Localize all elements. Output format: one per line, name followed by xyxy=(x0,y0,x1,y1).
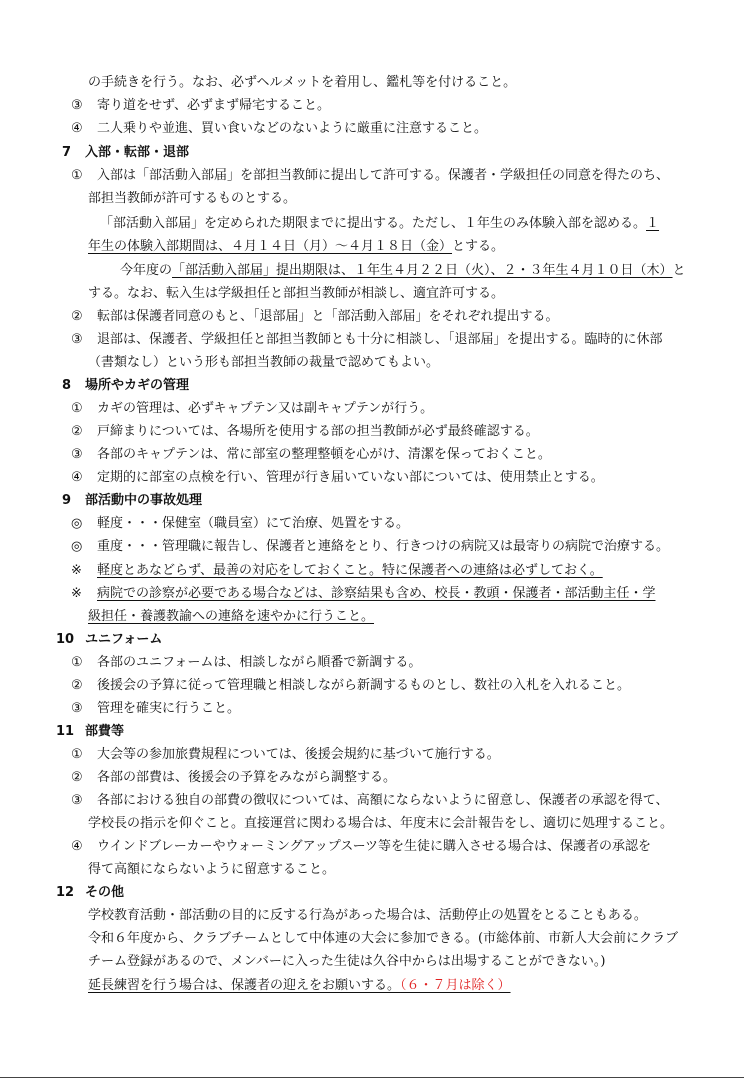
item-marker: ② xyxy=(71,309,83,324)
item-marker: ④ xyxy=(71,839,83,854)
item-marker: ② xyxy=(71,678,83,693)
item-marker: ③ xyxy=(71,332,83,347)
item-marker: ◎ xyxy=(71,516,83,531)
item-marker: ③ xyxy=(71,98,83,113)
item-text: ウインドブレーカーやウォーミングアップスーツ等を生徒に購入させる場合は、保護者の承認を xyxy=(97,839,652,854)
item-marker: ② xyxy=(71,424,83,439)
item-marker: ① xyxy=(71,401,83,416)
section-9-note-2-cont xyxy=(88,607,374,626)
item-text: 各部の部費は、後援会の予算をみながら調整する。 xyxy=(97,770,397,785)
section-12-line-4 xyxy=(88,976,511,995)
note-underlined xyxy=(71,586,655,601)
deadline-underlined: 「部活動入部届」提出期限は、１年生４月２２日（火）、２・３年生４月１０日（木） xyxy=(172,263,673,278)
para-a-plain: 「部活動入部届」を定められた期限までに提出する。ただし、１年生のみ体験入部を認める。 xyxy=(100,216,647,231)
section-title: 部活動中の事故処理 xyxy=(85,493,203,508)
section-number: 9 xyxy=(62,493,72,508)
section-8-heading xyxy=(62,376,189,395)
section-10-item-1 xyxy=(71,653,421,672)
note-marker: ※ xyxy=(71,563,82,578)
section-7-para-a xyxy=(100,214,659,233)
item-text: 転部は保護者同意のもと、「退部届」と「部活動入部届」をそれぞれ提出する。 xyxy=(97,309,559,324)
section-11-item-4 xyxy=(71,837,651,856)
section-title: その他 xyxy=(85,885,125,900)
page-bottom-rule xyxy=(0,1077,744,1078)
note-marker: ※ xyxy=(71,586,82,601)
section-8-item-4 xyxy=(71,468,604,487)
section-number: 7 xyxy=(62,145,72,160)
item-text: カギの管理は、必ずキャプテン又は副キャプテンが行う。 xyxy=(97,401,434,416)
note-underlined: 級担任・養護教諭への連絡を速やかに行うこと。 xyxy=(88,609,375,624)
extended-practice-text: 延長練習を行う場合は、保護者の迎えをお願いする。 xyxy=(88,978,401,993)
section-7-heading xyxy=(62,143,189,162)
item-marker: ③ xyxy=(71,793,83,808)
section-number: 11 xyxy=(56,724,75,739)
para-a-tail: とする。 xyxy=(452,239,505,254)
section-number: 12 xyxy=(56,885,75,900)
item-text: 入部は「部活動入部届」を部担当教師に提出して許可する。保護者・学級担任の同意を得たのち、 xyxy=(97,168,670,183)
section-title: ユニフォーム xyxy=(85,632,163,647)
para-a-underlined: １ xyxy=(646,216,660,231)
section-9-item-mild xyxy=(71,514,409,533)
para-b-tail: と xyxy=(672,263,686,278)
section-9-item-severe xyxy=(71,537,669,556)
para-b-plain: 今年度の xyxy=(120,263,173,278)
section-number: 8 xyxy=(62,378,72,393)
section-8-item-2 xyxy=(71,422,539,441)
item-text: 退部は、保護者、学級担任と部担当教師とも十分に相談し、「退部届」を提出する。臨時的に休部 xyxy=(97,332,663,347)
item-marker: ③ xyxy=(71,701,83,716)
section-title: 場所やカギの管理 xyxy=(85,378,190,393)
section-11-item-4-cont: 得て高額にならないように留意すること。 xyxy=(88,862,336,877)
section-10-item-3 xyxy=(71,699,240,718)
item-marker: ① xyxy=(71,655,83,670)
item-marker: ④ xyxy=(71,121,83,136)
section-12-line-1: 学校教育活動・部活動の目的に反する行為があった場合は、活動停止の処置をとることもある。 xyxy=(88,908,647,923)
section-12-heading xyxy=(56,883,124,902)
item-marker: ③ xyxy=(71,447,83,462)
item-text: 二人乗りや並進、買い食いなどのないように厳重に注意すること。 xyxy=(97,121,488,136)
intro-line1: の手続きを行う。なお、必ずヘルメットを着用し、鑑札等を付けること。 xyxy=(88,75,517,90)
item-text: 定期的に部室の点検を行い、管理が行き届いていない部については、使用禁止とする。 xyxy=(97,470,604,485)
section-8-item-1 xyxy=(71,399,433,418)
intro-item-3 xyxy=(71,96,330,115)
item-text: 管理を確実に行うこと。 xyxy=(97,701,241,716)
section-12-line-2: 令和６年度から、クラブチームとして中体連の大会に参加できる。(市総体前、市新人大会前にクラブ xyxy=(88,931,679,946)
item-text: 大会等の参加旅費規程については、後援会規約に基づいて施行する。 xyxy=(97,747,500,762)
section-11-item-3-cont: 学校長の指示を仰ぐこと。直接運営に関わる場合は、年度末に会計報告をし、適切に処理すること。 xyxy=(88,816,674,831)
section-11-item-2 xyxy=(71,768,396,787)
item-marker: ② xyxy=(71,770,83,785)
section-title: 部費等 xyxy=(85,724,125,739)
note-text: 軽度とあなどらず、最善の対応をしておくこと。特に保護者への連絡は必ずしておく。 xyxy=(97,563,603,578)
item-marker: ◎ xyxy=(71,539,83,554)
trial-period-underlined: 年生の体験入部期間は、４月１４日（月）～４月１８日（金） xyxy=(88,239,453,254)
section-7-para-a-cont xyxy=(88,237,504,256)
section-11-heading xyxy=(56,722,124,741)
item-text: 重度・・・管理職に報告し、保護者と連絡をとり、行きつけの病院又は最寄りの病院で治療する。 xyxy=(97,539,670,554)
section-7-item-1 xyxy=(71,166,669,185)
item-text: 後援会の予算に従って管理職と相談しながら新調するものとし、数社の入札を入れること。 xyxy=(97,678,631,693)
section-12-line-3: チーム登録があるので、メンバーに入った生徒は久谷中からは出場することができない。) xyxy=(88,954,606,969)
section-8-item-3 xyxy=(71,445,551,464)
item-text: 各部における独自の部費の徴収については、高額にならないように留意し、保護者の承認を得て、 xyxy=(97,793,669,808)
section-9-heading xyxy=(62,491,202,510)
section-7-item-2 xyxy=(71,307,559,326)
section-7-item-3-cont: （書類なし）という形も部担当教師の裁量で認めてもよい。 xyxy=(88,355,440,370)
section-title: 入部・転部・退部 xyxy=(85,145,190,160)
note-underlined xyxy=(71,563,603,578)
section-7-para-b-cont: する。なお、転入生は学級担任と部担当教師が相談し、適宜許可する。 xyxy=(88,286,505,301)
item-text: 寄り道をせず、必ずまず帰宅すること。 xyxy=(97,98,330,113)
section-7-item-3 xyxy=(71,330,663,349)
section-10-heading xyxy=(56,630,162,649)
section-7-para-b xyxy=(120,261,686,280)
item-text: 各部のキャプテンは、常に部室の整理整頓を心がけ、清潔を保っておくこと。 xyxy=(97,447,551,462)
item-text: 戸締まりについては、各場所を使用する部の担当教師が必ず最終確認する。 xyxy=(97,424,539,439)
extended-practice-underlined xyxy=(88,978,511,993)
section-7-item-1-cont: 部担当教師が許可するものとする。 xyxy=(88,191,297,206)
item-text: 軽度・・・保健室（職員室）にて治療、処置をする。 xyxy=(97,516,410,531)
item-text: 各部のユニフォームは、相談しながら順番で新調する。 xyxy=(97,655,422,670)
section-9-note-1 xyxy=(71,561,603,580)
item-marker: ① xyxy=(71,168,83,183)
section-10-item-2 xyxy=(71,676,630,695)
section-11-item-1 xyxy=(71,745,500,764)
intro-item-4 xyxy=(71,119,487,138)
section-number: 10 xyxy=(56,632,75,647)
note-text: 病院での診察が必要である場合などは、診察結果も含め、校長・教頭・保護者・部活動主任・学 xyxy=(97,586,656,601)
item-marker: ① xyxy=(71,747,83,762)
excluded-months-note: （６・７月は除く） xyxy=(400,978,511,993)
item-marker: ④ xyxy=(71,470,83,485)
section-11-item-3 xyxy=(71,791,668,810)
section-9-note-2 xyxy=(71,584,655,603)
